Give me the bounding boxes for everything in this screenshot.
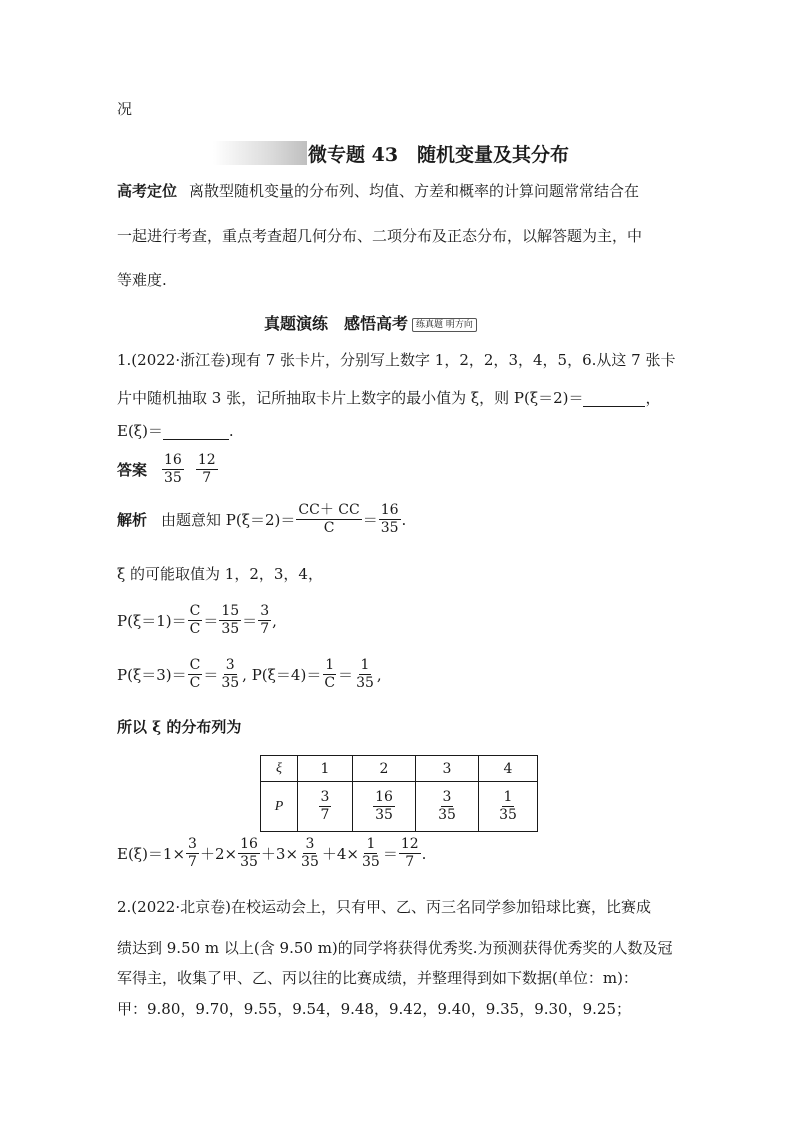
q1-blank-1[interactable] xyxy=(583,392,645,407)
q2-line-1: 2.(2022·北京卷)在校运动会上，只有甲、乙、丙三名同学参加铅球比赛，比赛成 xyxy=(117,898,651,916)
title-banner-decoration xyxy=(213,141,307,165)
page-title: 微专题 43 随机变量及其分布 xyxy=(308,144,570,166)
table-row xyxy=(261,782,538,832)
section-title: 真题演练 感悟高考 xyxy=(264,314,409,333)
p4-fraction-2: $\frac{1}{35}$ xyxy=(356,657,374,691)
table-header-cell: 3 xyxy=(416,756,479,782)
answer-2-fraction: $\frac{12}{7}$ xyxy=(197,452,216,486)
p1-fraction-3: $\frac{3}{7}$ xyxy=(260,603,270,637)
q1-line-1: 1.(2022·浙江卷)现有 7 张卡片，分别写上数字 1，2，2，3，4，5，6.从这 7 张卡 xyxy=(117,351,676,369)
q1-analysis-line: 解析 由题意知 P(ξ＝2)＝ $\frac{CC+ CC}{C}$ ＝ $\frac{16}{35}$ . xyxy=(117,502,407,536)
expect-fraction-3: $\frac{3}{35}$ xyxy=(301,836,319,870)
q1-blank-2[interactable] xyxy=(163,425,229,440)
positioning-line-1 xyxy=(117,182,639,200)
p4-lhs: P(ξ＝4)＝ xyxy=(251,665,322,684)
p3-fraction-1: $\frac{C}{C}$ xyxy=(189,657,201,691)
table-header-cell: ξ xyxy=(261,756,298,782)
section-heading xyxy=(264,314,477,334)
expect-fraction-5: $\frac{12}{7}$ xyxy=(400,836,419,870)
answer-1-fraction: $\frac{16}{35}$ xyxy=(164,452,182,486)
expectation-equation: E(ξ)＝1× $\frac{3}{7}$ ＋2× $\frac{16}{35}$ ＋3× $\frac{3}{35}$ ＋4× $\frac{1}{35}$ ＝ $\frac{12}{7}$ . xyxy=(117,836,427,870)
p2-value-fraction: $\frac{16}{35}$ xyxy=(380,502,399,536)
p1-lhs: P(ξ＝1)＝ xyxy=(117,611,187,630)
p3-fraction-2: $\frac{3}{35}$ xyxy=(221,657,240,691)
q2-line-3: 军得主，收集了甲、乙、丙以往的比赛成绩，并整理得到如下数据(单位：m)： xyxy=(117,969,638,987)
p1-fraction-1: $\frac{C}{C}$ xyxy=(189,603,201,637)
table-header-cell: 1 xyxy=(298,756,353,782)
table-cell: $\frac{16}{35}$ xyxy=(353,782,416,832)
p1-equation: P(ξ＝1)＝ $\frac{C}{C}$ ＝ $\frac{15}{35}$ ＝ $\frac{3}{7}$ , xyxy=(117,603,277,637)
p3-lhs: P(ξ＝3)＝ xyxy=(117,665,187,684)
table-cell: $\frac{3}{7}$ xyxy=(298,782,353,832)
table-cell: $\frac{3}{35}$ xyxy=(416,782,479,832)
q1-values-line: ξ 的可能取值为 1，2，3，4， xyxy=(117,565,323,583)
top-fragment-text: 况 xyxy=(117,100,133,118)
table-header-cell: 2 xyxy=(353,756,416,782)
p3-p4-equation: P(ξ＝3)＝ $\frac{C}{C}$ ＝ $\frac{3}{35}$ , P(ξ＝4)＝ $\frac{1}{C}$ ＝ $\frac{1}{35}$ , xyxy=(117,657,382,691)
p4-fraction-1: $\frac{1}{C}$ xyxy=(324,657,336,691)
q2-line-2: 绩达到 9.50 m 以上(含 9.50 m)的同学将获得优秀奖.为预测获得优秀奖的人数及冠 xyxy=(117,939,673,957)
p2-fraction: $\frac{CC+ CC}{C}$ xyxy=(298,502,360,536)
q1-dist-intro: 所以 ξ 的分布列为 xyxy=(117,718,242,736)
table-cell: $\frac{1}{35}$ xyxy=(479,782,538,832)
expect-fraction-1: $\frac{3}{7}$ xyxy=(188,836,197,870)
expect-fraction-4: $\frac{1}{35}$ xyxy=(361,836,380,870)
q1-answer xyxy=(117,452,219,487)
q1-line-2-text: 片中随机抽取 3 张，记所抽取卡片上数字的最小值为 ξ，则 P(ξ＝2)＝ xyxy=(117,389,584,407)
q2-line-4: 甲：9.80，9.70，9.55，9.54，9.48，9.42，9.40，9.35，9.30，9.25； xyxy=(117,1000,631,1018)
positioning-label: 高考定位 xyxy=(117,182,178,200)
expect-lhs: E(ξ)＝1× xyxy=(117,844,186,863)
expect-fraction-2: $\frac{16}{35}$ xyxy=(240,836,258,870)
analysis-text: 由题意知 P(ξ＝2)＝ xyxy=(161,510,296,529)
q1-line-3 xyxy=(117,422,234,440)
q1-line-2-end: ， xyxy=(645,389,661,407)
answer-label: 答案 xyxy=(117,460,148,479)
p1-fraction-2: $\frac{15}{35}$ xyxy=(221,603,240,637)
table-header-cell: 4 xyxy=(479,756,538,782)
analysis-label: 解析 xyxy=(117,510,148,529)
q1-line-3-text: E(ξ)＝ xyxy=(117,422,163,440)
distribution-table xyxy=(260,755,538,832)
q1-line-3-end: . xyxy=(228,422,234,440)
table-row xyxy=(261,756,538,782)
positioning-line-3: 等难度. xyxy=(117,271,167,289)
table-cell-label: P xyxy=(261,782,298,832)
positioning-text-1: 离散型随机变量的分布列、均值、方差和概率的计算问题常常结合在 xyxy=(189,182,640,200)
q1-line-2 xyxy=(117,389,661,407)
section-tag: 练真题 明方向 xyxy=(412,318,477,332)
positioning-line-2: 一起进行考查，重点考查超几何分布、二项分布及正态分布，以解答题为主，中 xyxy=(117,227,643,245)
